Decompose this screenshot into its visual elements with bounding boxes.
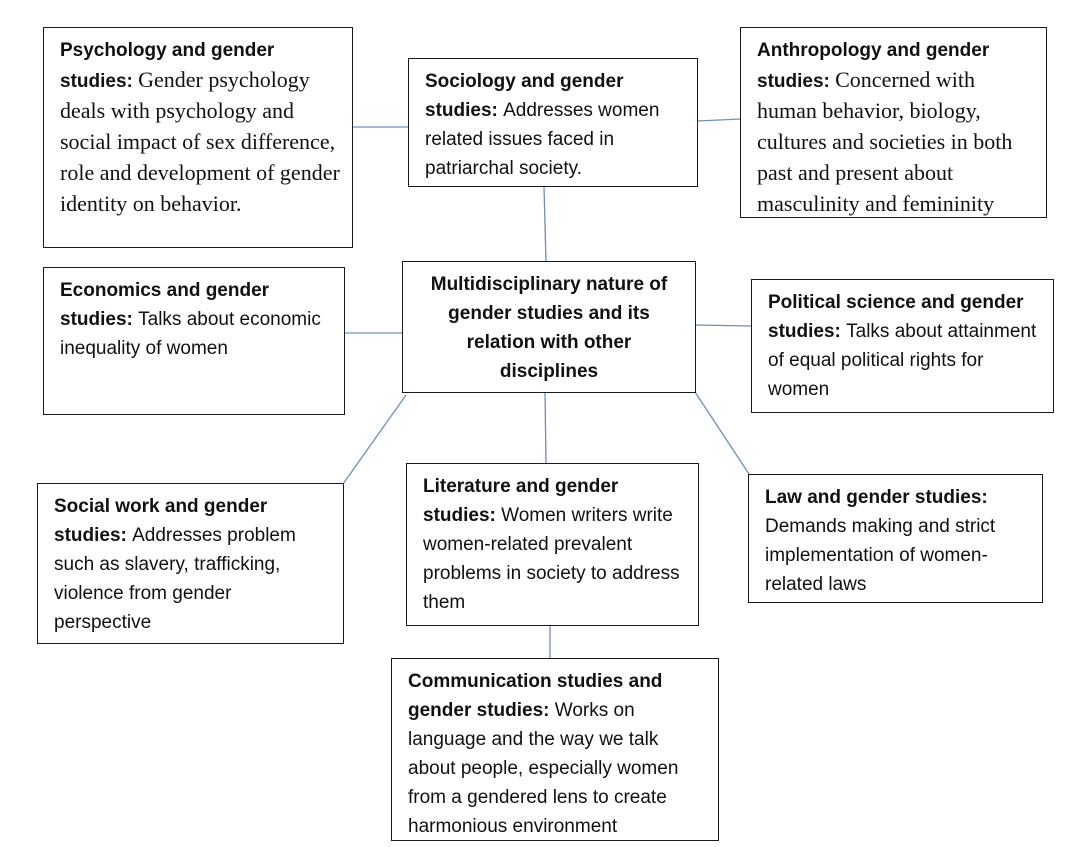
- law-text: Demands making and strict implementation of women-related laws: [765, 516, 996, 595]
- sociology-node: [408, 58, 698, 187]
- social-work-title: Social work and gender studies:: [54, 496, 268, 546]
- sociology-text: Addresses women related issues faced in patriarchal society.: [425, 100, 660, 179]
- communication-node: [391, 658, 719, 841]
- psychology-text: Gender psychology deals with psychology and social impact of sex difference, role and development of gender identity on behavior.: [60, 67, 340, 216]
- literature-node: [406, 463, 699, 626]
- anthropology-text: Concerned with human behavior, biology, cultures and societies in both past and present about masculinity and femininity: [757, 67, 1013, 216]
- anthropology-node: [740, 27, 1047, 218]
- social-work-node: [37, 483, 344, 644]
- law-node: [748, 474, 1043, 603]
- social-work-text: Addresses problem such as slavery, trafficking, violence from gender perspective: [54, 525, 296, 633]
- economics-text: Talks about economic inequality of women: [60, 309, 321, 359]
- literature-text: Women writers write women-related prevalent problems in society to address them: [423, 505, 680, 613]
- psychology-title: Psychology and gender studies:: [60, 40, 275, 92]
- anthropology-title: Anthropology and gender studies:: [757, 40, 990, 92]
- economics-node: [43, 267, 345, 415]
- connector-center-law: [695, 392, 749, 474]
- connector-sociology-anthropology: [697, 119, 741, 121]
- communication-text: Works on language and the way we talk about people, especially women from a gendered lens to create harmonious environment: [408, 700, 679, 837]
- connector-center-socialwork: [343, 395, 406, 484]
- literature-title: Literature and gender studies:: [423, 476, 619, 526]
- connector-center-political: [695, 325, 751, 326]
- political-science-node: [751, 279, 1054, 413]
- connector-center-literature: [545, 392, 546, 464]
- political-science-text: Talks about attainment of equal political rights for women: [768, 321, 1037, 400]
- center-node: [402, 261, 696, 393]
- law-title: Law and gender studies:: [765, 487, 988, 508]
- sociology-title: Sociology and gender studies:: [425, 71, 624, 121]
- psychology-node: [43, 27, 353, 248]
- center-label: Multidisciplinary nature of gender studies and its relation with other disciplines: [430, 274, 668, 382]
- connector-sociology-center: [544, 186, 546, 262]
- economics-title: Economics and gender studies:: [60, 280, 270, 330]
- political-science-title: Political science and gender studies:: [768, 292, 1024, 342]
- communication-title: Communication studies and gender studies:: [408, 671, 663, 721]
